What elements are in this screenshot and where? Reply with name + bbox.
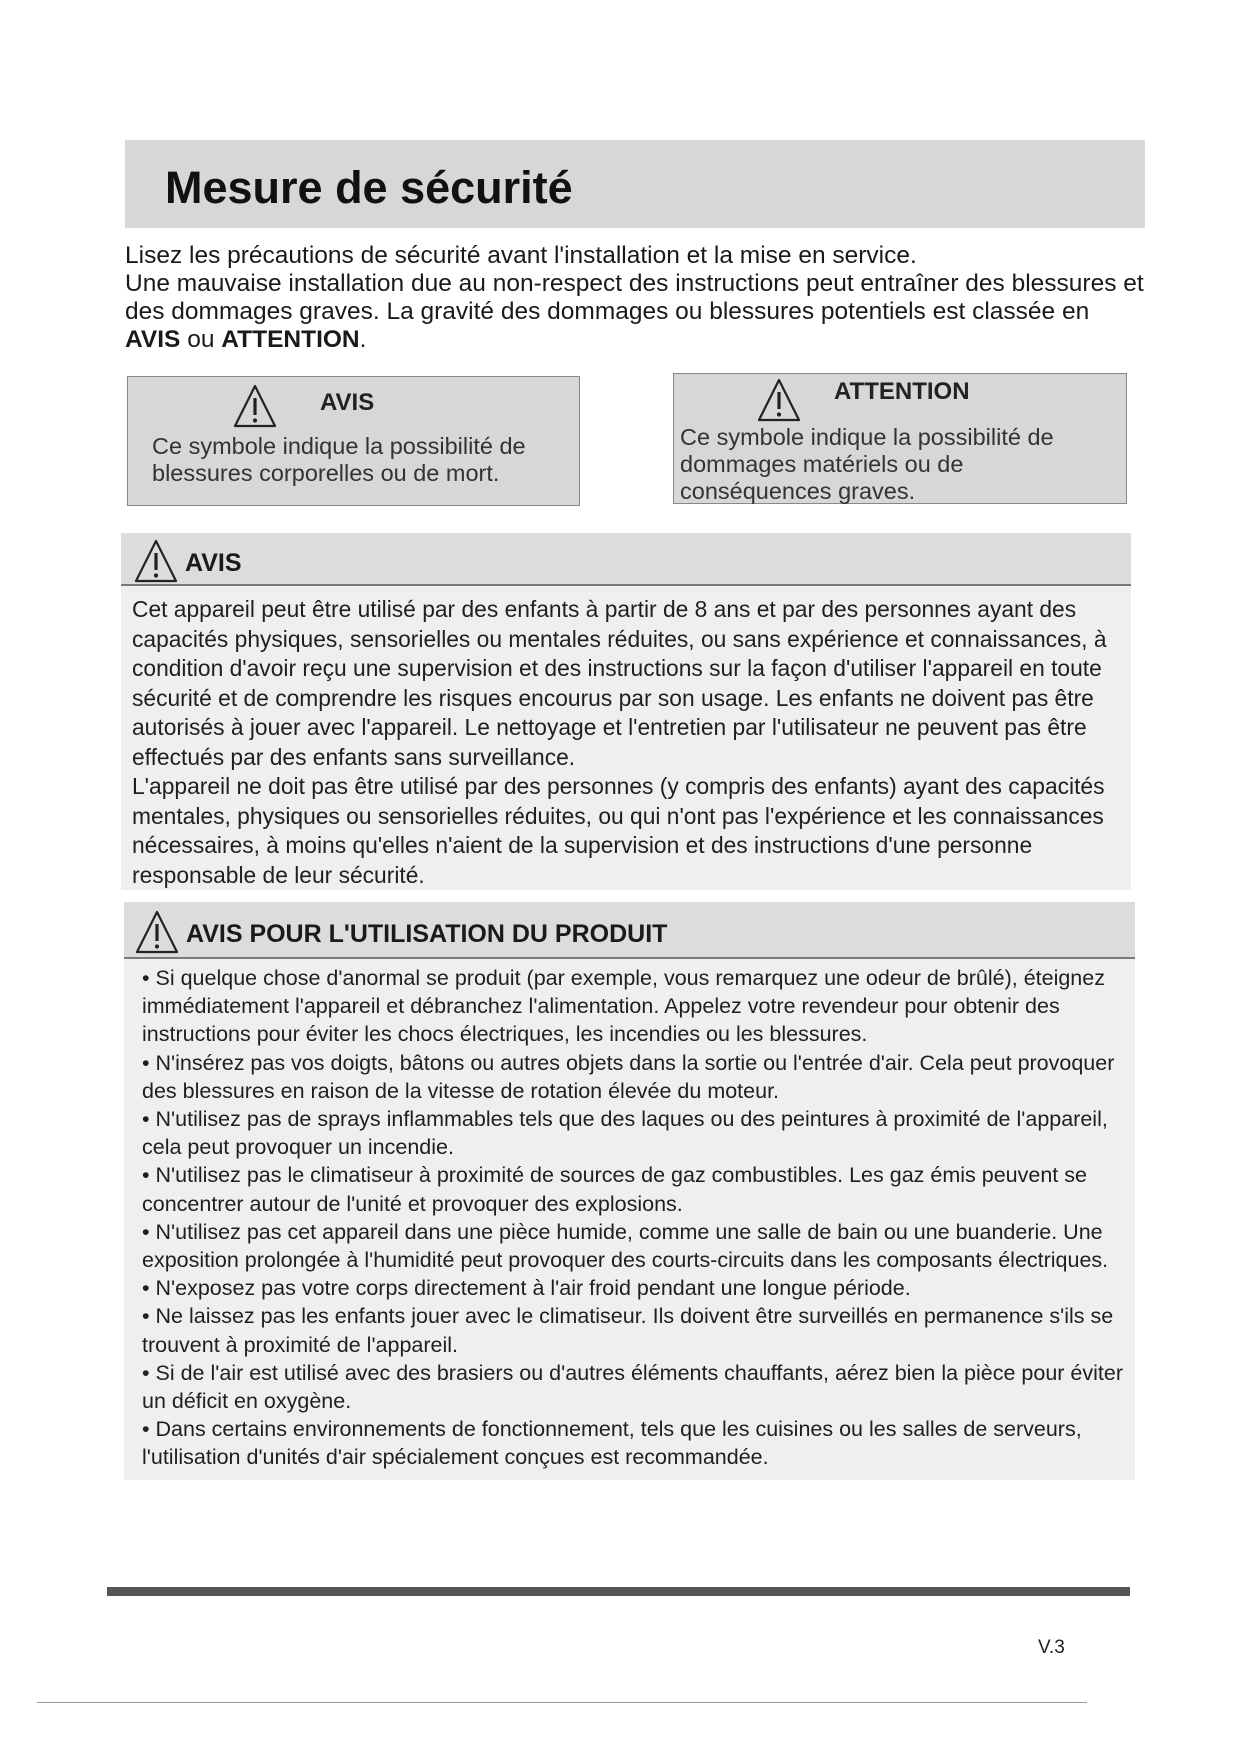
attention-definition-text: Ce symbole indique la possibilité de dommages matériels ou de conséquences graves. — [680, 424, 1054, 504]
version-label: V.3 — [1038, 1637, 1065, 1658]
usage-list-item: • N'utilisez pas de sprays inflammables tels que des laques ou des peintures à proximité de l'appareil, cela peut provoquer un incendie. — [142, 1107, 1108, 1160]
avis-definition-box — [127, 376, 580, 506]
attention-definition-title: ATTENTION — [834, 378, 970, 405]
product-usage-section-title: AVIS POUR L'UTILISATION DU PRODUIT — [186, 920, 668, 948]
warning-triangle-icon — [232, 383, 278, 429]
intro-period: . — [359, 326, 367, 353]
product-usage-section — [124, 902, 1135, 1480]
avis-definition-text: Ce symbole indique la possibilité de blessures corporelles ou de mort. — [152, 433, 526, 486]
warning-triangle-icon — [756, 377, 802, 423]
avis-section-body — [132, 595, 1127, 890]
usage-list-item: • Dans certains environnements de fonctionnement, tels que les cuisines ou les salles de serveurs, l'utilisation d'unités d'air spécialement conçues est recommandée. — [142, 1417, 1082, 1470]
intro-line-1: Lisez les précautions de sécurité avant l'installation et la mise en service. — [125, 242, 917, 269]
page-title-bar — [125, 140, 1145, 228]
usage-list-item: • N'insérez pas vos doigts, bâtons ou autres objets dans la sortie ou l'entrée d'air. Cela peut provoquer des blessures en raison de la vitesse de rotation élevée du moteur. — [142, 1050, 1115, 1103]
usage-list-item: • N'utilisez pas cet appareil dans une pièce humide, comme une salle de bain ou une buanderie. Une exposition prolongée à l'humidité peut provoquer des courts-circuits dans les composants électriques. — [142, 1219, 1109, 1273]
warning-triangle-icon — [133, 538, 179, 584]
avis-paragraph: L'appareil ne doit pas être utilisé par des personnes (y compris des enfants) ayant des capacités mentales, physiques ou sensorielles réduites, ou qui n'ont pas l'expérience et les connaissances nécessaires, à moins qu'elles n'aient de la supervision et des instructions d'une personne responsable de leur sécurité. — [132, 773, 1105, 888]
usage-list-item: • Si de l'air est utilisé avec des brasiers ou d'autres éléments chauffants, aérez bien la pièce pour éviter un déficit en oxygène. — [142, 1360, 1123, 1414]
avis-definition-title: AVIS — [320, 389, 375, 416]
intro-line-2 — [125, 270, 1145, 354]
usage-list-item: • N'utilisez pas le climatiseur à proximité de sources de gaz combustibles. Les gaz émis peuvent se concentrer autour de l'unité et provoquer des explosions. — [142, 1163, 1087, 1216]
avis-paragraph: Cet appareil peut être utilisé par des enfants à partir de 8 ans et par des personnes ayant des capacités physiques, sensorielles ou mentales réduites, ou sans expérience et connaissances, à condition d'avoir reçu une supervision et des instructions sur la façon d'utiliser l'appareil en toute sécurité et de comprendre les risques encourus par son usage. Les enfants ne doivent pas être autorisés à jouer avec l'appareil. Le nettoyage et l'entretien par l'utilisateur ne peuvent pas être effectués par des enfants sans surveillance. — [132, 596, 1107, 770]
warning-triangle-icon — [134, 909, 180, 955]
intro-term-avis: AVIS — [125, 326, 181, 353]
avis-section-header — [121, 533, 1131, 586]
usage-list-item: • Si quelque chose d'anormal se produit (par exemple, vous remarquez une odeur de brûlé), éteignez immédiatement l'appareil et débranchez l'alimentation. Appelez votre revendeur pour obtenir des instructions pour éviter les chocs électriques, les incendies ou les blessures. — [142, 966, 1105, 1047]
avis-section-title: AVIS — [185, 549, 242, 577]
page-bottom-rule — [37, 1702, 1087, 1703]
avis-section — [121, 533, 1131, 890]
page-title: Mesure de sécurité — [165, 162, 573, 213]
intro-conjunction: ou — [187, 326, 215, 353]
usage-list-item: • Ne laissez pas les enfants jouer avec le climatiseur. Ils doivent être surveillés en permanence s'ils se trouvent à proximité de l'appareil. — [142, 1304, 1114, 1357]
product-usage-section-header — [124, 902, 1135, 959]
intro-sentence: Une mauvaise installation due au non-respect des instructions peut entraîner des blessures et des dommages graves. La gravité des dommages ou blessures potentiels est classée en — [125, 270, 1144, 325]
footer-divider — [107, 1587, 1130, 1596]
usage-list-item: • N'exposez pas votre corps directement à l'air froid pendant une longue période. — [142, 1276, 911, 1301]
product-usage-list — [142, 964, 1134, 1472]
attention-definition-box — [673, 373, 1127, 504]
intro-term-attention: ATTENTION — [221, 326, 360, 353]
intro-text — [125, 242, 1145, 354]
